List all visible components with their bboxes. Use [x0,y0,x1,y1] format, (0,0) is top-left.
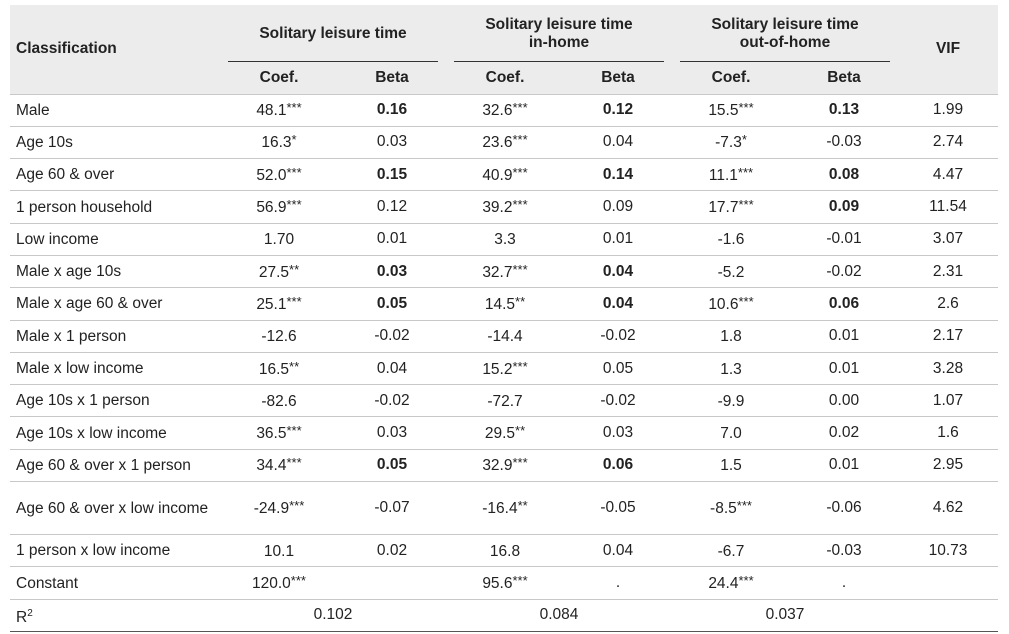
coef-value: 1.3 [720,360,742,378]
coef-header: Coef. [220,62,338,94]
beta-cell: 0.00 [790,385,898,417]
coef-cell [672,94,790,126]
beta-cell: -0.03 [790,535,898,567]
coef-cell [672,191,790,223]
significance-stars: * [291,132,297,148]
coef-cell [446,94,564,126]
vif-cell: 3.28 [898,352,998,384]
significance-stars: *** [738,573,754,588]
significance-stars: ** [515,423,526,439]
beta-cell: 0.04 [338,352,446,384]
group-header-in-home: Solitary leisure time in-home [446,5,672,62]
significance-stars: ** [515,293,526,309]
coef-value: 15.5 [708,102,739,120]
beta-header: Beta [564,62,672,94]
coef-cell [220,320,338,352]
beta-cell: 0.08 [790,159,898,191]
coef-value: 10.6 [708,295,739,313]
coef-value: 32.6 [482,102,513,120]
row-label: Age 60 & over x 1 person [10,449,220,481]
beta-cell: . [564,567,672,599]
beta-cell: 0.01 [790,352,898,384]
significance-stars: *** [290,573,306,588]
significance-stars: *** [512,358,528,374]
coef-cell [446,320,564,352]
significance-stars: *** [736,498,752,514]
significance-stars: *** [738,293,754,309]
beta-cell [338,567,446,599]
vif-cell: 2.6 [898,288,998,320]
significance-stars: *** [289,498,305,514]
beta-cell: 0.14 [564,159,672,191]
significance-stars: *** [286,197,302,213]
beta-cell: 0.01 [790,449,898,481]
coef-value: 48.1 [256,102,287,120]
beta-cell: -0.03 [790,126,898,158]
vif-cell: 1.99 [898,94,998,126]
coef-cell [446,482,564,535]
table-row [10,482,998,535]
vif-cell: 2.17 [898,320,998,352]
significance-stars: *** [512,197,528,213]
beta-cell: . [790,567,898,599]
beta-cell: 0.01 [790,320,898,352]
row-label: Low income [10,223,220,255]
vif-cell: 2.74 [898,126,998,158]
coef-cell [446,417,564,449]
beta-cell: -0.05 [564,482,672,535]
significance-stars: ** [289,261,300,277]
coef-cell [446,567,564,599]
coef-cell [446,255,564,287]
coef-value: 120.0 [252,575,291,592]
coef-value: 11.1 [708,166,738,184]
coef-value: 40.9 [482,166,513,184]
significance-stars: *** [286,455,302,471]
beta-cell: 0.13 [790,94,898,126]
coef-cell [220,288,338,320]
beta-cell: -0.06 [790,482,898,535]
row-label: Age 10s x low income [10,417,220,449]
row-label: 1 person household [10,191,220,223]
coef-value: 36.5 [256,425,287,443]
significance-stars: * [741,132,747,148]
beta-cell: 0.16 [338,94,446,126]
row-label: Male [10,94,220,126]
coef-cell [446,385,564,417]
vif-cell: 2.95 [898,449,998,481]
beta-cell: 0.09 [564,191,672,223]
table-row [10,535,998,567]
coef-cell [672,159,790,191]
coef-cell [672,482,790,535]
significance-stars: *** [286,164,302,180]
coef-value: 10.1 [263,542,295,560]
empty-cell [898,599,998,631]
beta-cell: 0.06 [790,288,898,320]
row-label: Male x age 60 & over [10,288,220,320]
beta-cell: 0.12 [338,191,446,223]
coef-cell [220,191,338,223]
coef-cell [446,352,564,384]
table-row [10,255,998,287]
r-squared-superscript: 2 [27,607,33,619]
coef-value: 7.0 [720,425,742,443]
coef-cell [672,352,790,384]
beta-cell: 0.03 [564,417,672,449]
row-label: Male x age 10s [10,255,220,287]
row-label: Male x low income [10,352,220,384]
significance-stars: ** [289,358,300,374]
row-label: Age 60 & over [10,159,220,191]
beta-cell: 0.01 [338,223,446,255]
coef-cell [446,223,564,255]
regression-table [10,5,998,632]
coef-value: 3.3 [494,231,516,249]
coef-cell [220,535,338,567]
beta-cell: 0.01 [564,223,672,255]
beta-cell: 0.04 [564,255,672,287]
row-label: Age 60 & over x low income [10,482,220,535]
coef-value: 14.5 [484,295,516,313]
vif-cell: 1.6 [898,417,998,449]
significance-stars: *** [512,261,528,277]
coef-cell [672,223,790,255]
beta-cell: 0.02 [338,535,446,567]
coef-cell [446,191,564,223]
coef-cell [672,288,790,320]
beta-cell: 0.05 [338,288,446,320]
r-squared-text: R [16,608,28,626]
row-label: Male x 1 person [10,320,220,352]
coef-value: 16.5 [258,360,290,378]
coef-value: 25.1 [256,295,287,313]
coef-cell [220,159,338,191]
significance-stars: *** [512,100,528,116]
coef-cell [446,159,564,191]
beta-cell: 0.05 [338,449,446,481]
coef-cell [220,417,338,449]
significance-stars: *** [512,132,528,148]
vif-cell [898,567,998,599]
row-label: Age 10s [10,126,220,158]
group-header-out-of-home: Solitary leisure time out-of-home [672,5,898,62]
table-row [10,191,998,223]
coef-value: 16.8 [489,542,521,560]
coef-value: -5.2 [717,263,745,281]
coef-cell [672,535,790,567]
significance-stars: *** [512,573,528,588]
coef-cell [220,223,338,255]
beta-cell: 0.15 [338,159,446,191]
row-label: Age 10s x 1 person [10,385,220,417]
classification-header: Classification [10,5,220,94]
significance-stars: *** [286,293,302,309]
beta-cell: 0.04 [564,535,672,567]
beta-cell: 0.12 [564,94,672,126]
group-header-solitary: Solitary leisure time [220,5,446,62]
coef-header: Coef. [672,62,790,94]
vif-cell: 1.07 [898,385,998,417]
row-label: Constant [10,567,220,599]
coef-value: 16.3 [261,134,292,152]
row-label: 1 person x low income [10,535,220,567]
table-row [10,567,998,599]
coef-value: -8.5 [710,500,737,518]
coef-cell [446,449,564,481]
coef-value: 29.5 [484,425,516,443]
coef-cell [672,567,790,599]
significance-stars: *** [512,455,528,471]
coef-cell [446,288,564,320]
coef-value: 32.9 [482,457,513,475]
coef-cell [220,126,338,158]
beta-cell: 0.02 [790,417,898,449]
significance-stars: *** [737,164,754,180]
coef-cell [446,126,564,158]
beta-cell: -0.07 [338,482,446,535]
coef-value: 1.5 [720,457,742,475]
r-squared-row [10,599,998,631]
coef-value: -82.6 [261,392,297,410]
significance-stars: *** [286,100,302,116]
coef-value: -7.3 [715,134,742,152]
vif-cell: 4.62 [898,482,998,535]
coef-value: -16.4 [482,500,518,518]
beta-cell: -0.02 [564,385,672,417]
beta-cell: -0.02 [338,320,446,352]
vif-cell: 10.73 [898,535,998,567]
coef-cell [220,567,338,599]
table-row [10,126,998,158]
table-row [10,352,998,384]
coef-value: 39.2 [482,199,513,217]
beta-cell: -0.02 [564,320,672,352]
beta-header: Beta [338,62,446,94]
significance-stars: *** [738,197,754,213]
coef-value: 27.5 [258,263,290,281]
coef-value: 95.6 [482,575,513,592]
coef-value: 17.7 [708,199,739,217]
beta-cell: -0.02 [338,385,446,417]
coef-cell [672,255,790,287]
coef-cell [672,385,790,417]
coef-value: 15.2 [482,360,513,378]
beta-cell: 0.03 [338,255,446,287]
table-row [10,223,998,255]
coef-cell [672,449,790,481]
coef-cell [220,385,338,417]
coef-value: 56.9 [256,199,287,217]
table-row [10,385,998,417]
coef-cell [220,482,338,535]
coef-cell [220,352,338,384]
beta-cell: 0.04 [564,288,672,320]
significance-stars: *** [512,164,528,180]
significance-stars: *** [286,423,302,439]
coef-value: 24.4 [708,575,739,592]
vif-cell: 2.31 [898,255,998,287]
coef-value: 32.7 [482,263,513,281]
table-row [10,288,998,320]
table-row [10,94,998,126]
coef-cell [672,126,790,158]
beta-cell: -0.01 [790,223,898,255]
beta-cell: 0.05 [564,352,672,384]
coef-cell [220,94,338,126]
coef-value: -24.9 [253,500,290,518]
coef-cell [446,535,564,567]
table-row [10,449,998,481]
coef-value: 1.8 [720,328,742,346]
coef-value: -14.4 [487,328,523,346]
coef-value: -6.7 [717,542,745,560]
table-body [10,94,998,631]
significance-stars: ** [517,498,528,514]
r-squared-label [10,599,220,631]
beta-cell: 0.06 [564,449,672,481]
r-squared-value: 0.102 [220,599,446,631]
beta-cell: 0.03 [338,417,446,449]
vif-cell: 3.07 [898,223,998,255]
coef-value: 1.70 [263,231,295,249]
vif-cell: 11.54 [898,191,998,223]
coef-header: Coef. [446,62,564,94]
table-row [10,417,998,449]
coef-cell [220,449,338,481]
coef-value: 34.4 [256,457,287,475]
r-squared-value: 0.084 [446,599,672,631]
coef-cell [220,255,338,287]
table-row [10,159,998,191]
beta-cell: 0.04 [564,126,672,158]
r-squared-value: 0.037 [672,599,898,631]
vif-header: VIF [898,5,998,94]
significance-stars: *** [738,100,754,116]
table-row [10,320,998,352]
beta-header: Beta [790,62,898,94]
coef-value: -9.9 [717,392,745,410]
coef-value: -12.6 [261,328,297,346]
coef-value: 52.0 [256,166,287,184]
coef-cell [672,417,790,449]
coef-cell [672,320,790,352]
beta-cell: 0.09 [790,191,898,223]
coef-value: -72.7 [487,392,523,410]
vif-cell: 4.47 [898,159,998,191]
coef-value: 23.6 [482,134,513,152]
coef-value: -1.6 [717,231,745,249]
beta-cell: 0.03 [338,126,446,158]
beta-cell: -0.02 [790,255,898,287]
